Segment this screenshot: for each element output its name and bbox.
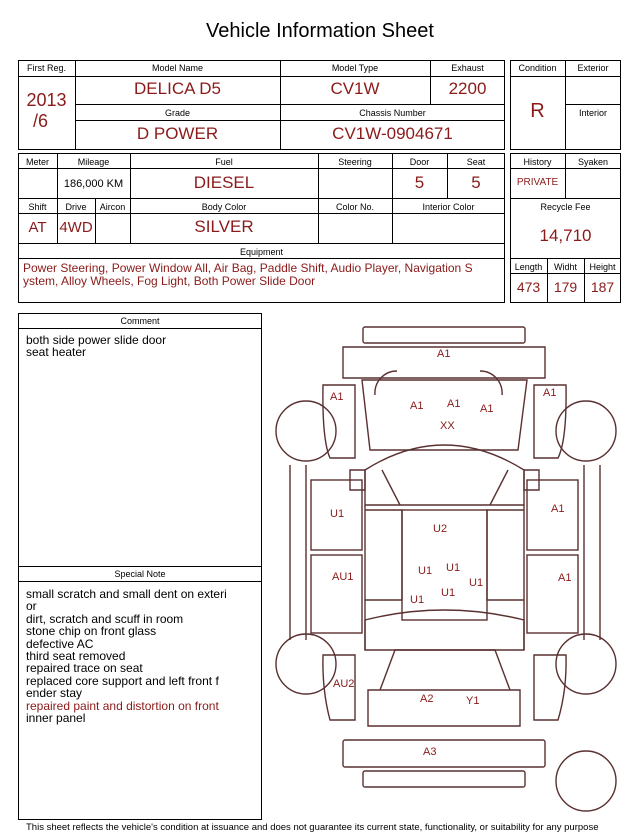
recycle-fee-value: 14,710 [539,226,592,245]
grade-value: D POWER [136,124,219,143]
meter-label: Meter [25,157,49,167]
diagram-mark-roof: U1 [441,587,456,599]
interior-label: Interior [578,108,607,118]
chassis-value: CV1W-0904671 [332,124,453,143]
width-value: 179 [553,279,578,295]
note-line: dirt, scratch and scuff in room [26,611,184,626]
first-reg-label: First Reg. [26,63,66,73]
body-color-value: SILVER [194,217,254,236]
length-label: Length [514,262,543,272]
equipment-label: Equipment [239,247,284,257]
model-type-label: Model Type [331,63,379,73]
special-note-label: Special Note [114,569,166,579]
note-line: defective AC [26,636,94,651]
height-label: Height [589,262,616,272]
exhaust-label: Exhaust [451,63,484,73]
door-label: Door [409,157,430,167]
note-line: small scratch and small dent on exteri [26,587,227,601]
grade-label: Grade [164,108,190,118]
first-reg-month: /6 [32,111,48,131]
note-line: inner panel [26,711,86,726]
interior-color-label: Interior Color [422,202,475,212]
height-value: 187 [590,279,615,295]
diagram-mark-hood-left: A1 [410,400,424,412]
note-line: third seat removed [26,649,126,664]
length-value: 473 [516,279,541,295]
diagram-mark-back-door: A2 [420,693,434,705]
disclaimer-footer: This sheet reflects the vehicle's condition at issuance and does not guarantee its current state, functionality, or suitability for any purpose [26,822,599,833]
diagram-mark-hood-right: A1 [480,403,494,415]
seat-label: Seat [466,157,486,167]
note-line: repaired paint and distortion on front [26,698,219,713]
steering-label: Steering [338,157,372,167]
shift-label: Shift [28,202,47,212]
fuel-value: DIESEL [193,173,255,192]
diagram-mark-roof-front: U2 [433,523,448,535]
color-no-label: Color No. [335,202,374,212]
equipment-line-2: ystem, Alloy Wheels, Fog Light, Both Power Slide Door [23,274,316,288]
diagram-mark-roof: U1 [418,565,433,577]
seat-value: 5 [471,173,481,192]
exterior-label: Exterior [577,63,609,73]
diagram-mark-hood-center: A1 [447,398,461,410]
diagram-mark-left-rear-door: AU1 [332,571,354,583]
diagram-mark-left-front-door: U1 [330,508,345,520]
history-label: History [523,157,552,167]
note-line: stone chip on front glass [26,624,157,639]
diagram-mark-back-door-right: Y1 [466,695,480,707]
condition-value: R [530,100,545,122]
diagram-mark-right-front-fender: A1 [543,387,557,399]
note-line: repaired trace on seat [26,661,143,676]
drive-label: Drive [65,202,87,212]
diagram-mark-left-front-fender: A1 [330,391,344,403]
width-label: Widht [553,262,577,272]
diagram-mark-right-rear-door: A1 [558,572,572,584]
page-title: Vehicle Information Sheet [206,20,434,42]
mileage-value: 186,000 KM [63,178,124,190]
first-reg-year: 2013 [26,90,67,110]
comment-line: both side power slide door [26,333,167,347]
exhaust-value: 2200 [448,79,487,98]
diagram-mark-roof: U1 [410,594,425,606]
diagram-mark-roof: U1 [446,562,461,574]
model-name-label: Model Name [151,63,204,73]
door-value: 5 [414,173,425,192]
diagram-mark-roof: U1 [469,577,484,589]
history-value: PRIVATE [516,177,559,188]
recycle-fee-label: Recycle Fee [540,202,591,212]
body-color-label: Body Color [201,202,247,212]
aircon-label: Aircon [99,202,126,212]
mileage-label: Mileage [77,157,110,167]
note-line: or [26,599,37,614]
equipment-line-1: Power Steering, Power Window All, Air Bag, Paddle Shift, Audio Player, Navigation S [23,261,473,275]
condition-label: Condition [518,63,557,73]
comment-label: Comment [120,316,160,326]
diagram-mark-right-front-door: A1 [551,503,565,515]
chassis-label: Chassis Number [359,108,426,118]
model-type-value: CV1W [330,79,380,98]
model-name-value: DELICA D5 [134,79,221,98]
syaken-label: Syaken [577,157,609,167]
diagram-mark-front-bumper: A1 [437,348,451,360]
fuel-label: Fuel [215,157,233,167]
diagram-mark-left-rear-quarter: AU2 [333,678,355,690]
note-line: ender stay [26,686,83,701]
drive-value: 4WD [59,219,93,236]
comment-line: seat heater [26,345,87,360]
diagram-mark-rear-bumper: A3 [423,746,437,758]
note-line: replaced core support and left front f [26,673,219,688]
shift-value: AT [28,219,47,236]
diagram-mark-windshield: XX [440,420,455,432]
